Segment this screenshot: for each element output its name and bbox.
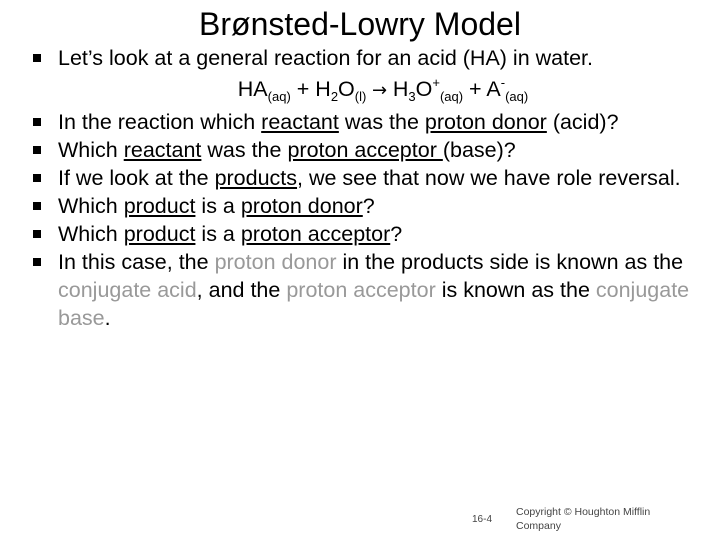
bullet-item-6 [32,220,708,248]
bullet-text: , we see that now we have role reversal. [297,166,681,190]
eq-subscript: (l) [354,89,367,104]
highlighted-term: conjugate acid [58,278,197,302]
underlined-term: proton acceptor [287,138,443,162]
highlighted-term: proton acceptor [286,278,436,302]
bullet-item-4 [32,164,708,192]
bullet-text: was the [201,138,288,162]
bullet-item-7 [32,248,708,332]
copyright-notice: Copyright © Houghton Mifflin Company [516,506,651,532]
eq-subscript: (aq) [505,89,529,104]
bullet-text: ? [362,194,375,218]
underlined-term: proton donor [240,194,363,218]
eq-subscript: (aq) [267,89,291,104]
bullet-text: . [104,306,111,330]
bullet-text: is known as the [435,278,596,302]
reaction-equation [58,72,708,108]
underlined-term: product [123,222,196,246]
bullet-text: , and the [196,278,287,302]
bullet-text: In the reaction which [58,110,262,134]
bullet-text: If we look at the [58,166,215,190]
eq-term: O [338,77,355,101]
bullet-text: Which [58,222,124,246]
eq-term: + H [290,77,331,101]
bullet-text: is a [195,222,241,246]
bullet-text: Let’s look at a general reaction for an acid (HA) in water. [58,46,594,70]
eq-subscript: 2 [330,89,339,104]
bullet-list [32,44,708,332]
bullet-item-3 [32,136,708,164]
underlined-term: product [123,194,196,218]
reaction-arrow-icon: → [366,80,393,101]
eq-term: O [415,77,433,101]
highlighted-term: proton donor [214,250,337,274]
bullet-item-5 [32,192,708,220]
bullet-text: was the [338,110,425,134]
underlined-term: products [214,166,298,190]
bullet-item-1 [32,44,708,72]
eq-term: + A [463,77,501,101]
underlined-term: proton donor [424,110,547,134]
bullet-text: is a [195,194,241,218]
underlined-term: proton acceptor [240,222,391,246]
eq-term: H [392,77,409,101]
eq-ha: HA [237,77,268,101]
bullet-text: (acid)? [546,110,619,134]
eq-superscript: + [432,75,440,90]
bullet-text: Which [58,194,124,218]
bullet-item-2 [32,108,708,136]
bullet-text: Which [58,138,124,162]
bullet-text: (base)? [442,138,516,162]
bullet-text: In this case, the [58,250,215,274]
highlighted-term: conjugate base [58,278,690,330]
slide-number: 16-4 [472,514,493,525]
underlined-term: reactant [123,138,202,162]
slide-title: Brønsted-Lowry Model [199,6,521,42]
underlined-term: reactant [261,110,339,134]
eq-subscript: (aq) [439,89,464,104]
bullet-text: ? [390,222,403,246]
eq-subscript: 3 [408,89,416,104]
eq-superscript: - [500,75,506,90]
bullet-text: in the products side is known as the [336,250,684,274]
